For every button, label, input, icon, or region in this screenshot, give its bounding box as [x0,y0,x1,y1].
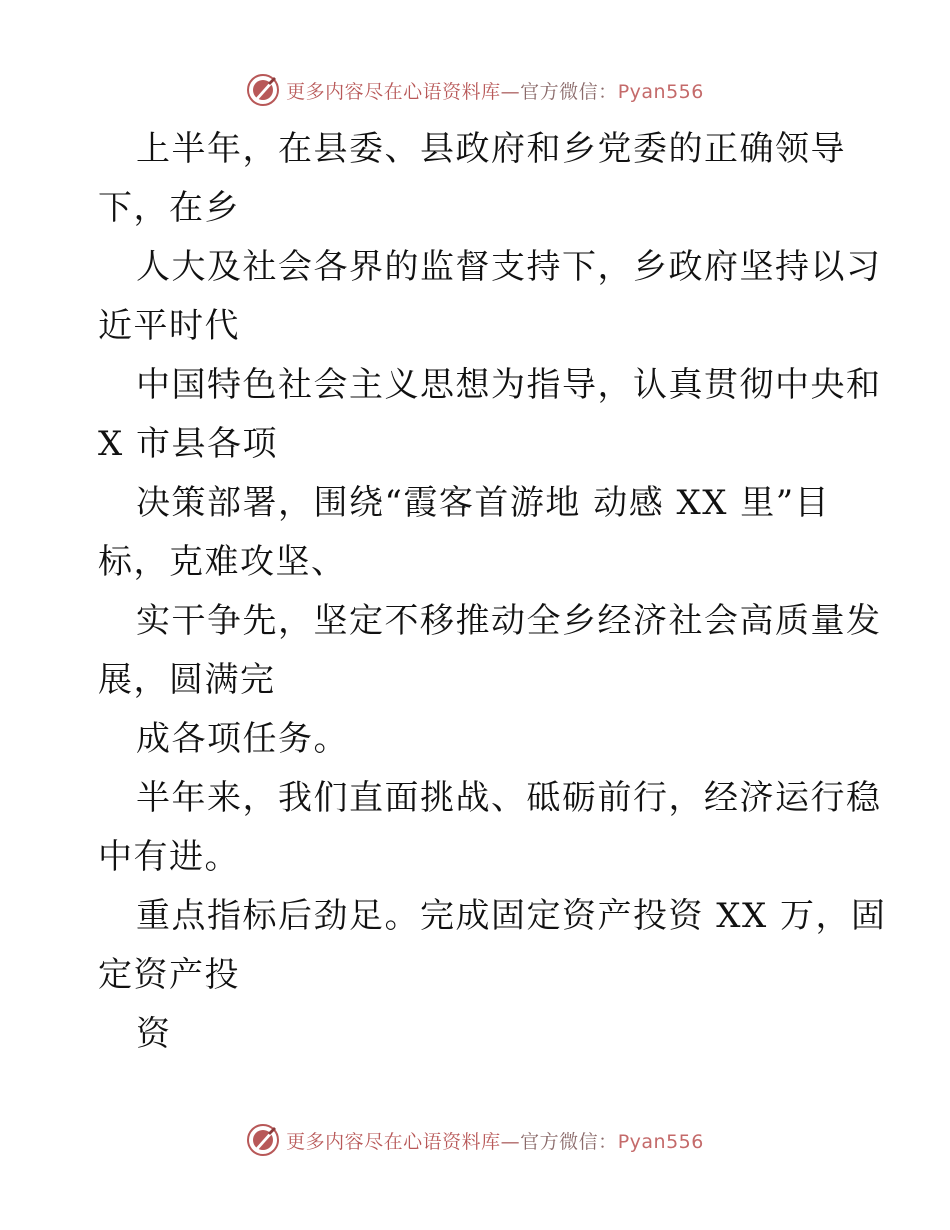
body-line: 标，克难攻坚、 [98,542,347,582]
quill-pen-logo-icon [246,1123,280,1157]
body-line: 成各项任务。 [136,719,349,759]
header-banner-text [286,77,704,104]
header-wechat-id: Pyan556 [617,80,704,103]
header-wechat-label: 官方微信： [520,80,618,103]
body-line: 实干争先，坚定不移推动全乡经济社会高质量发 [136,601,882,641]
footer-dash: — [500,1130,521,1153]
header-site-text: 更多内容尽在心语资料库 [286,80,501,103]
body-line: 中国特色社会主义思想为指导，认真贯彻中央和 [136,365,882,405]
body-line: 重点指标后劲足。完成固定资产投资 XX 万，固 [136,896,887,936]
body-line: 定资产投 [98,955,240,995]
header-dash: — [500,80,521,103]
quill-pen-logo-icon [246,73,280,107]
body-line: 上半年，在县委、县政府和乡党委的正确领导 [136,129,846,169]
body-line: X 市县各项 [98,424,279,464]
footer-wechat-id: Pyan556 [617,1130,704,1153]
body-line: 资 [136,1014,172,1054]
body-line: 决策部署，围绕“霞客首游地 动感 XX 里”目 [136,483,831,523]
document-body [98,120,887,1064]
body-line: 人大及社会各界的监督支持下，乡政府坚持以习 [136,247,882,287]
body-line: 半年来，我们直面挑战、砥砺前行，经济运行稳 [136,778,882,818]
footer-wechat-label: 官方微信： [520,1130,618,1153]
footer-banner [0,1120,950,1160]
footer-banner-text [286,1127,704,1154]
body-line: 下，在乡 [98,188,240,228]
body-line: 中有进。 [98,837,240,877]
body-line: 展，圆满完 [98,660,276,700]
body-line: 近平时代 [98,306,240,346]
header-banner [0,70,950,110]
footer-site-text: 更多内容尽在心语资料库 [286,1130,501,1153]
